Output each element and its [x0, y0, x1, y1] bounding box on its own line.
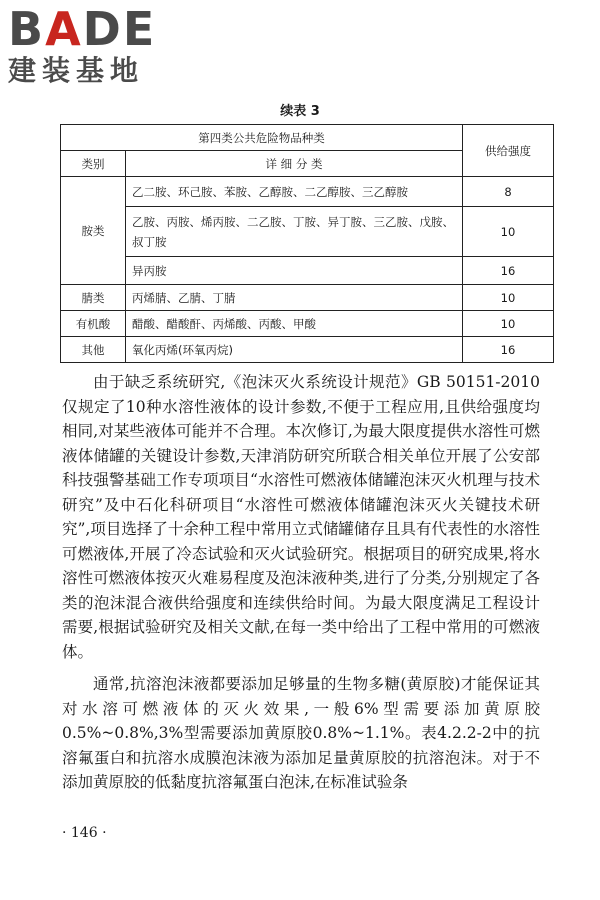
table-row — [61, 285, 554, 311]
row-category: 其他 — [61, 337, 126, 363]
row-value: 16 — [463, 337, 554, 363]
table-row — [61, 337, 554, 363]
row-category: 胺类 — [61, 177, 126, 285]
header-intensity: 供给强度 — [463, 125, 554, 177]
header-category: 类别 — [61, 151, 126, 177]
body-text — [62, 370, 540, 803]
row-detail: 乙胺、丙胺、烯丙胺、二乙胺、丁胺、异丁胺、三乙胺、戊胺、叔丁胺 — [126, 207, 463, 257]
row-detail: 醋酸、醋酸酐、丙烯酸、丙酸、甲酸 — [126, 311, 463, 337]
header-group: 第四类公共危险物品种类 — [61, 125, 463, 151]
row-value: 16 — [463, 257, 554, 285]
row-detail: 丙烯腈、乙腈、丁腈 — [126, 285, 463, 311]
logo-wordmark: BADE — [8, 2, 157, 56]
row-category: 腈类 — [61, 285, 126, 311]
hazard-table — [60, 124, 554, 363]
row-detail: 乙二胺、环己胺、苯胺、乙醇胺、二乙醇胺、三乙醇胺 — [126, 177, 463, 207]
row-category: 有机酸 — [61, 311, 126, 337]
logo — [8, 2, 157, 88]
paragraph: 通常,抗溶泡沫液都要添加足够量的生物多糖(黄原胶)才能保证其对水溶可燃液体的灭火效果,一般6%型需要添加黄原胶0.5%~0.8%,3%型需要添加黄原胶0.8%~1.1%。表4.2.2-2中的抗溶氟蛋白和抗溶水成膜泡沫液为添加足量黄原胶的抗溶泡沫。对于不添加黄原胶的低黏度抗溶氟蛋白泡沫,在标准试验条 — [62, 675, 540, 791]
table-title: 续表 3 — [280, 104, 320, 119]
header-detail: 详 细 分 类 — [126, 151, 463, 177]
row-value: 10 — [463, 311, 554, 337]
table-row — [61, 257, 554, 285]
row-value: 8 — [463, 177, 554, 207]
table-row — [61, 177, 554, 207]
paragraph: 由于缺乏系统研究,《泡沫灭火系统设计规范》GB 50151-2010仅规定了10种水溶性液体的设计参数,不便于工程应用,且供给强度均相同,对某些液体可能并不合理。本次修订,为最大限度提供水溶性可燃液体储罐的关键设计参数,天津消防研究所联合相关单位开展了公安部科技强警基础工作专项项目“水溶性可燃液体储罐泡沫灭火机理与技术研究”及中石化科研项目“水溶性可燃液体储罐泡沫灭火关键技术研究”,项目选择了十余种工程中常用立式储罐储存且具有代表性的水溶性可燃液体,开展了冷态试验和灭火试验研究。根据项目的研究成果,将水溶性可燃液体按灭火难易程度及泡沫液种类,进行了分类,分别规定了各类的泡沫混合液供给强度和连续供给时间。为最大限度满足工程设计需要,根据试验研究及相关文献,在每一类中给出了工程中常用的可燃液体。 — [62, 373, 540, 661]
row-value: 10 — [463, 285, 554, 311]
row-detail: 氧化丙烯(环氧丙烷) — [126, 337, 463, 363]
table-row — [61, 311, 554, 337]
page-number: · 146 · — [62, 825, 107, 841]
row-value: 10 — [463, 207, 554, 257]
row-detail: 异丙胺 — [126, 257, 463, 285]
table-row — [61, 207, 554, 257]
logo-subtitle: 建装基地 — [8, 54, 145, 87]
